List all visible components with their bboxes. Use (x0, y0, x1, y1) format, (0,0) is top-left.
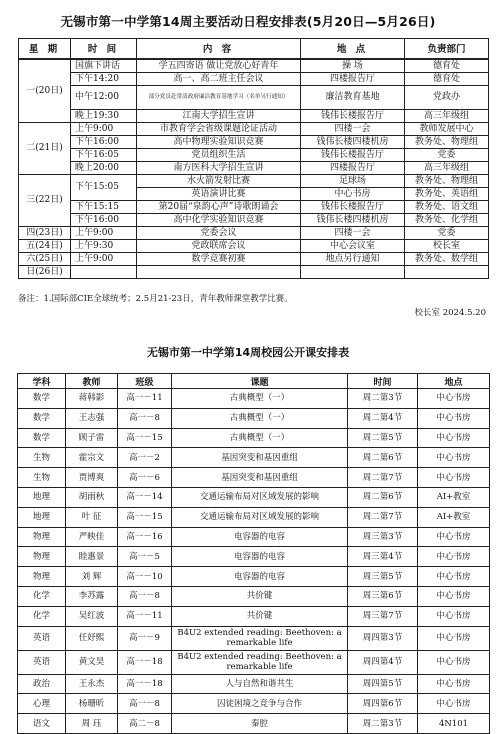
class-cell: 高一－8 (118, 586, 172, 606)
content-cell: 部分党员赴常清政府廉洁教育基地学习（名单另行通知） (137, 85, 301, 109)
subject-cell: 英语 (18, 650, 66, 674)
open-class-row (18, 448, 490, 468)
time-cell: 下午16:05 (71, 148, 137, 161)
class-cell: 高一－11 (118, 389, 172, 409)
content-cell: 党委会议 (137, 226, 301, 239)
open-class-row (18, 547, 490, 567)
place-cell: 四楼报告厅 (301, 161, 405, 174)
schedule-row (19, 135, 489, 148)
time-cell: 晚上20:00 (71, 161, 137, 174)
open-class-row (18, 626, 490, 650)
time-cell: 上午9:00 (71, 122, 137, 135)
time-cell: 周二第7节 (348, 507, 418, 527)
time-cell: 上午9:00 (71, 253, 137, 266)
topic-cell: 古典概型（一） (172, 428, 348, 448)
dept-cell: 德育处 (405, 72, 489, 85)
header-subject: 学科 (18, 374, 66, 389)
topic-cell: 共价键 (172, 606, 348, 626)
place-cell: 钱伟长楼报告厅 (301, 109, 405, 122)
teacher-cell: 霍宗文 (66, 448, 118, 468)
header-time: 时间 (348, 374, 418, 389)
place-cell: 四楼一会 (301, 226, 405, 239)
schedule-row (19, 213, 489, 226)
topic-cell: 秦腔 (172, 714, 348, 734)
subject-cell: 数学 (18, 428, 66, 448)
schedule-row (19, 226, 489, 239)
place-cell: AI+教室 (418, 487, 490, 507)
schedule-row (19, 266, 489, 279)
teacher-cell: 黄文昊 (66, 650, 118, 674)
teacher-cell: 顾子雷 (66, 428, 118, 448)
class-cell: 高一－15 (118, 428, 172, 448)
time-cell: 周三第4节 (348, 547, 418, 567)
topic-cell: 古典概型（一） (172, 389, 348, 409)
class-cell: 高一－2 (118, 448, 172, 468)
teacher-cell: 李苏露 (66, 586, 118, 606)
header-content: 内 容 (137, 39, 301, 59)
content-cell: 学五四寄语 做让党放心好青年 (137, 59, 301, 73)
topic-cell: 基因突变和基因重组 (172, 448, 348, 468)
subject-cell: 化学 (18, 586, 66, 606)
topic-cell: 交通运输布局对区域发展的影响 (172, 487, 348, 507)
day-cell: 一(20日) (19, 59, 71, 123)
dept-cell: 高三年级组 (405, 161, 489, 174)
dept-cell: 教务处、化学组 (405, 213, 489, 226)
header-weekday: 星 期 (19, 39, 71, 59)
teacher-cell: 王志强 (66, 408, 118, 428)
class-cell: 高一－6 (118, 468, 172, 488)
header-dept: 负责部门 (405, 39, 489, 59)
place-cell: 足球场 (301, 174, 405, 187)
open-class-row (18, 650, 490, 674)
class-cell: 高一－15 (118, 507, 172, 527)
dept-cell: 高三年级组 (405, 109, 489, 122)
time-cell: 下午15:05 (71, 174, 137, 200)
class-cell: 高一－8 (118, 408, 172, 428)
open-class-row (18, 389, 490, 409)
place-cell: 钱伟长楼四楼机房 (301, 135, 405, 148)
topic-cell: B4U2 extended reading: Beethoven: a remarkable life (172, 626, 348, 650)
topic-cell: B4U2 extended reading: Beethoven: a remarkable life (172, 650, 348, 674)
place-cell: AI+教室 (418, 507, 490, 527)
dept-cell: 党委 (405, 226, 489, 239)
class-cell: 高一－10 (118, 567, 172, 587)
content-cell: 党员组织生活 (137, 148, 301, 161)
class-cell: 高二－8 (118, 714, 172, 734)
place-cell: 中心书房 (418, 674, 490, 694)
time-cell: 上午9:00 (71, 226, 137, 239)
schedule-row (19, 72, 489, 85)
dept-cell: 教务处、物理组 (405, 135, 489, 148)
header-topic: 课题 (172, 374, 348, 389)
content-cell: 高中物理实验知识竞赛 (137, 135, 301, 148)
place-cell: 中心书房 (418, 567, 490, 587)
dept-cell: 教务处、数学组 (405, 253, 489, 266)
subject-cell: 生物 (18, 448, 66, 468)
time-cell: 下午16:00 (71, 135, 137, 148)
place-cell: 中心书房 (418, 408, 490, 428)
subject-cell: 英语 (18, 626, 66, 650)
schedule-row (19, 85, 489, 109)
schedule-row (19, 240, 489, 253)
topic-cell: 共价键 (172, 586, 348, 606)
open-class-row (18, 527, 490, 547)
time-cell: 周二第3节 (348, 714, 418, 734)
teacher-cell: 杨珊昕 (66, 694, 118, 714)
open-class-row (18, 714, 490, 734)
subject-cell: 语文 (18, 714, 66, 734)
dept-cell: 德育处 (405, 59, 489, 73)
subject-cell: 地理 (18, 507, 66, 527)
time-cell: 周三第3节 (348, 527, 418, 547)
open-class-row (18, 606, 490, 626)
place-cell: 中心书房 (301, 187, 405, 200)
content-cell (137, 266, 301, 279)
place-cell: 四楼一会 (301, 122, 405, 135)
time-cell: 国旗下讲话 (71, 59, 137, 73)
place-cell: 中心书房 (418, 428, 490, 448)
schedule-row (19, 59, 489, 73)
open-class-row (18, 487, 490, 507)
place-cell: 中心书房 (418, 650, 490, 674)
open-class-row (18, 468, 490, 488)
open-class-row (18, 586, 490, 606)
place-cell: 钱伟长楼报告厅 (301, 148, 405, 161)
teacher-cell: 任妤熙 (66, 626, 118, 650)
place-cell: 地点另行通知 (301, 253, 405, 266)
place-cell: 钱伟长楼四楼机房 (301, 213, 405, 226)
open-class-row (18, 694, 490, 714)
open-class-row (18, 674, 490, 694)
topic-cell: 人与自然和谐共生 (172, 674, 348, 694)
topic-cell: 囚徒困境之竞争与合作 (172, 694, 348, 714)
time-cell: 周三第5节 (348, 567, 418, 587)
class-cell: 高一－5 (118, 547, 172, 567)
subject-cell: 物理 (18, 547, 66, 567)
class-cell: 高一－18 (118, 650, 172, 674)
time-cell: 周二第4节 (348, 408, 418, 428)
open-class-header-row (18, 374, 490, 389)
time-cell (71, 266, 137, 279)
subject-cell: 政治 (18, 674, 66, 694)
open-class-row (18, 408, 490, 428)
class-cell: 高一－14 (118, 487, 172, 507)
teacher-cell: 吴红波 (66, 606, 118, 626)
topic-cell: 交通运输布局对区域发展的影响 (172, 507, 348, 527)
place-cell: 四楼报告厅 (301, 72, 405, 85)
dept-cell: 校长室 (405, 240, 489, 253)
schedule-signature: 校长室 2024.5.20 (414, 308, 486, 318)
place-cell: 中心书房 (418, 448, 490, 468)
schedule-note: 备注：1.国际部CIE全球统考；2.5月21-23日，青年教师课堂教学比赛。 (18, 294, 293, 304)
place-cell (301, 266, 405, 279)
open-class-table (17, 373, 490, 734)
open-class-row (18, 507, 490, 527)
day-cell: 六(25日) (19, 253, 71, 266)
content-cell: 南方医科大学招生宣讲 (137, 161, 301, 174)
class-cell: 高一－11 (118, 606, 172, 626)
topic-cell: 电容器的电容 (172, 547, 348, 567)
class-cell: 高一－18 (118, 674, 172, 694)
dept-cell (405, 266, 489, 279)
place-cell: 中心会议室 (301, 240, 405, 253)
time-cell: 周四第4节 (348, 650, 418, 674)
header-place: 地 点 (301, 39, 405, 59)
place-cell: 中心书房 (418, 626, 490, 650)
place-cell: 钱伟长楼报告厅 (301, 200, 405, 213)
schedule-title: 无锡市第一中学第14周主要活动日程安排表(5月20日—5月26日) (60, 14, 436, 29)
content-cell: 市教育学会省级课题论证活动 (137, 122, 301, 135)
header-place: 地点 (418, 374, 490, 389)
teacher-cell: 王永杰 (66, 674, 118, 694)
schedule-row (19, 148, 489, 161)
subject-cell: 数学 (18, 389, 66, 409)
dept-cell: 党政办 (405, 85, 489, 109)
content-cell: 高中化学实验知识竞赛 (137, 213, 301, 226)
subject-cell: 数学 (18, 408, 66, 428)
content-cell: 党政联席会议 (137, 240, 301, 253)
place-cell: 操 场 (301, 59, 405, 73)
class-cell: 高一－9 (118, 626, 172, 650)
topic-cell: 古典概型（一） (172, 408, 348, 428)
content-cell: 水火箭发射比赛 (137, 174, 301, 187)
place-cell: 廉洁教育基地 (301, 85, 405, 109)
subject-cell: 心理 (18, 694, 66, 714)
time-cell: 周二第6节 (348, 487, 418, 507)
schedule-row (19, 253, 489, 266)
header-teacher: 教师 (66, 374, 118, 389)
dept-cell: 教务处、语文组 (405, 200, 489, 213)
place-cell: 中心书房 (418, 527, 490, 547)
time-cell: 下午16:00 (71, 213, 137, 226)
place-cell: 中心书房 (418, 468, 490, 488)
place-cell: 中心书房 (418, 694, 490, 714)
time-cell: 中午12:00 (71, 85, 137, 109)
teacher-cell: 贾博爽 (66, 468, 118, 488)
subject-cell: 生物 (18, 468, 66, 488)
time-cell: 周四第6节 (348, 694, 418, 714)
class-cell: 高一－16 (118, 527, 172, 547)
time-cell: 周四第3节 (348, 626, 418, 650)
header-time: 时 间 (71, 39, 137, 59)
class-cell: 高一－8 (118, 694, 172, 714)
open-class-title: 无锡市第一中学第14周校园公开课安排表 (146, 346, 350, 359)
day-cell: 三(22日) (19, 174, 71, 226)
subject-cell: 地理 (18, 487, 66, 507)
schedule-header-row (19, 39, 489, 59)
time-cell: 周四第5节 (348, 674, 418, 694)
dept-cell: 教师发展中心 (405, 122, 489, 135)
content-cell: 数学竞赛初赛 (137, 253, 301, 266)
place-cell: 4N101 (418, 714, 490, 734)
day-cell: 四(23日) (19, 226, 71, 239)
topic-cell: 电容器的电容 (172, 527, 348, 547)
place-cell: 中心书房 (418, 389, 490, 409)
teacher-cell: 蒋韩影 (66, 389, 118, 409)
content-cell: 英语演讲比赛 (137, 187, 301, 200)
dept-cell: 党委 (405, 148, 489, 161)
schedule-row (19, 109, 489, 122)
teacher-cell: 刘 辉 (66, 567, 118, 587)
schedule-row (19, 174, 489, 187)
content-cell: 江南大学招生宣讲 (137, 109, 301, 122)
dept-cell: 教务处、物理组 (405, 174, 489, 187)
topic-cell: 基因突变和基因重组 (172, 468, 348, 488)
open-class-row (18, 428, 490, 448)
time-cell: 周三第7节 (348, 606, 418, 626)
day-cell: 二(21日) (19, 122, 71, 174)
topic-cell: 电容器的电容 (172, 567, 348, 587)
open-class-row (18, 567, 490, 587)
subject-cell: 物理 (18, 527, 66, 547)
header-class: 班级 (118, 374, 172, 389)
subject-cell: 物理 (18, 567, 66, 587)
teacher-cell: 周 珏 (66, 714, 118, 734)
day-cell: 日(26日) (19, 266, 71, 279)
schedule-row (19, 200, 489, 213)
content-cell: 第20届“泉韵心声”诗歌朗诵会 (137, 200, 301, 213)
time-cell: 晚上19:30 (71, 109, 137, 122)
teacher-cell: 严映佳 (66, 527, 118, 547)
subject-cell: 化学 (18, 606, 66, 626)
dept-cell: 教务处、英语组 (405, 187, 489, 200)
place-cell: 中心书房 (418, 547, 490, 567)
schedule-row (19, 122, 489, 135)
activity-schedule-table (18, 38, 489, 279)
teacher-cell: 胡雨秋 (66, 487, 118, 507)
teacher-cell: 睦惠景 (66, 547, 118, 567)
time-cell: 下午14:20 (71, 72, 137, 85)
place-cell: 中心书房 (418, 586, 490, 606)
time-cell: 下午15:15 (71, 200, 137, 213)
time-cell: 周二第7节 (348, 468, 418, 488)
time-cell: 周三第6节 (348, 586, 418, 606)
time-cell: 周二第3节 (348, 389, 418, 409)
teacher-cell: 叶 征 (66, 507, 118, 527)
place-cell: 中心书房 (418, 606, 490, 626)
content-cell: 高一、高二班主任会议 (137, 72, 301, 85)
day-cell: 五(24日) (19, 240, 71, 253)
time-cell: 上午9:30 (71, 240, 137, 253)
schedule-row (19, 161, 489, 174)
time-cell: 周二第5节 (348, 428, 418, 448)
time-cell: 周二第6节 (348, 448, 418, 468)
